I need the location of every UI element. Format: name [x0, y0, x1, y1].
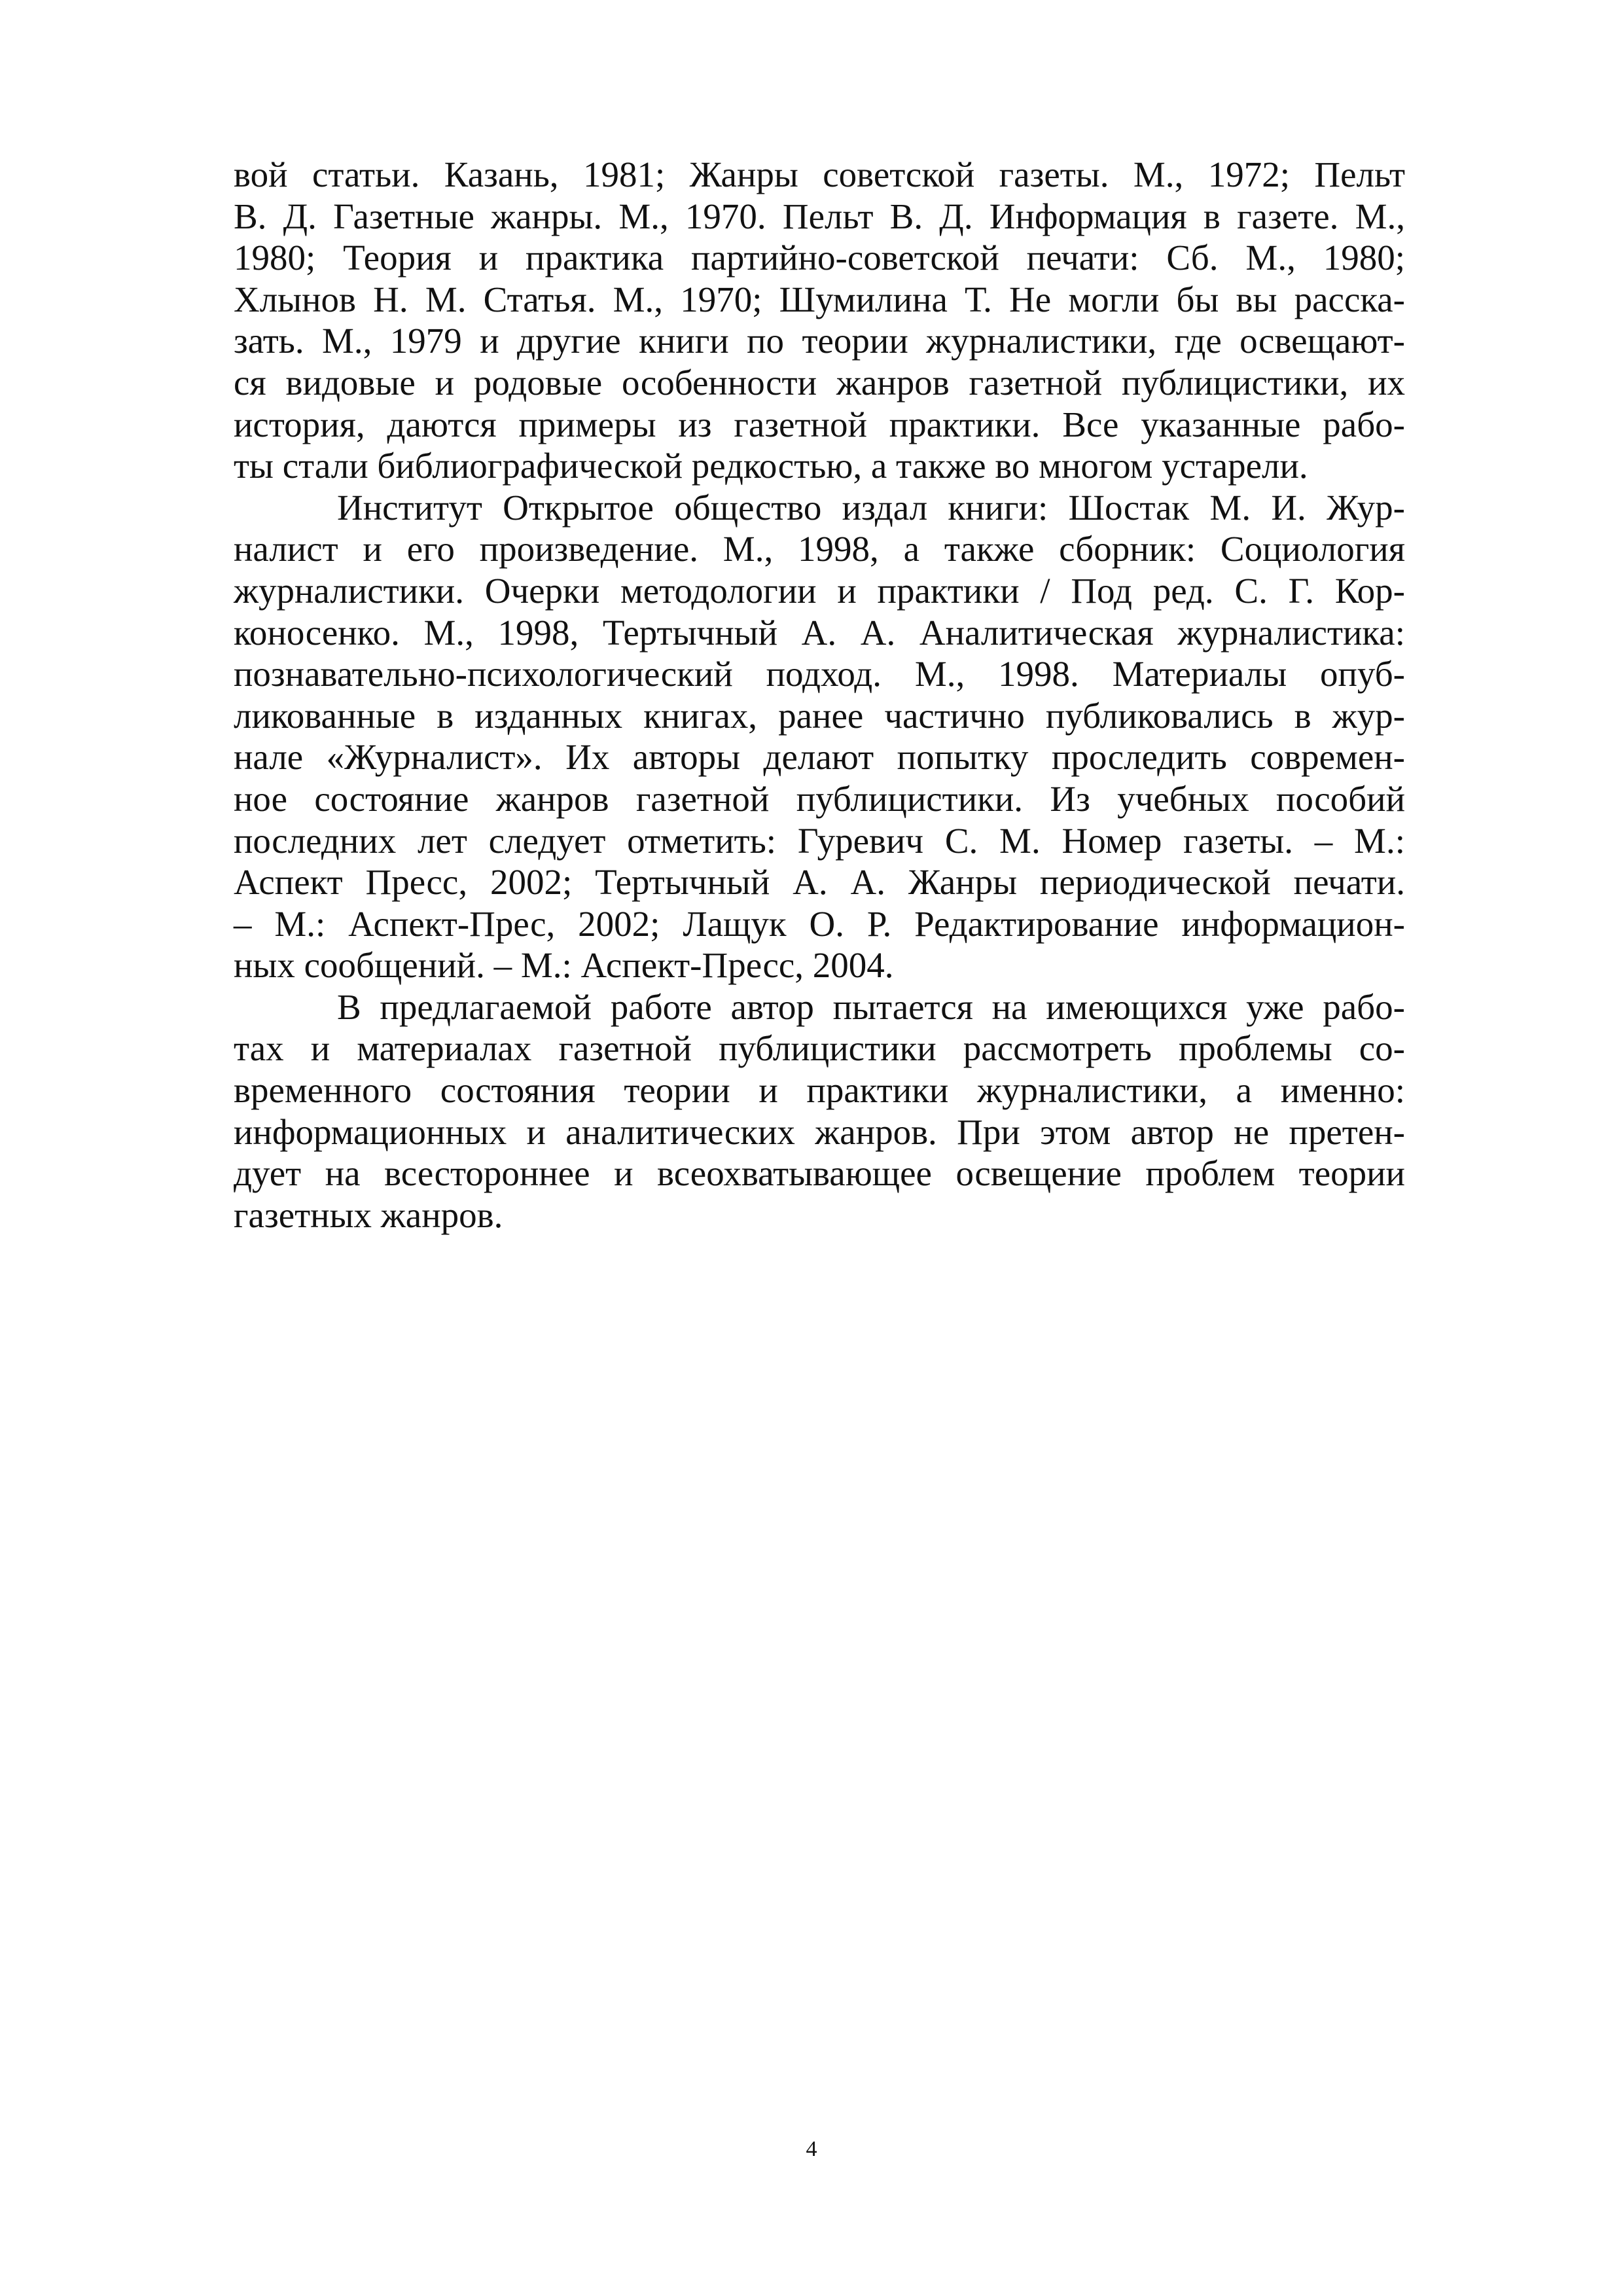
page-number: 4: [806, 2137, 817, 2161]
text-line: нале «Журналист». Их авторы делают попытку проследить современ-: [234, 737, 1405, 778]
text-line: В. Д. Газетные жанры. М., 1970. Пельт В. Д. Информация в газете. М.,: [234, 196, 1405, 236]
paragraph-1: [234, 154, 1405, 487]
text-line: Аспект Пресс, 2002; Тертычный А. А. Жанры периодической печати.: [234, 862, 1405, 903]
paragraph-3: [234, 986, 1405, 1236]
paragraph-2: [234, 487, 1405, 986]
text-line: ты стали библиографической редкостью, а также во многом устарели.: [234, 446, 1308, 486]
text-line: зать. М., 1979 и другие книги по теории журналистики, где освещают-: [234, 321, 1405, 361]
text-line: временного состояния теории и практики журналистики, а именно:: [234, 1070, 1405, 1111]
text-line: В предлагаемой работе автор пытается на имеющихся уже рабо-: [337, 986, 1405, 1027]
text-line: ся видовые и родовые особенности жанров газетной публицистики, их: [234, 362, 1405, 403]
text-line: Хлынов Н. М. Статья. М., 1970; Шумилина Т. Не могли бы вы расска-: [234, 279, 1405, 319]
text-line: ных сообщений. – М.: Аспект-Пресс, 2004.: [234, 945, 894, 986]
text-line: ное состояние жанров газетной публицистики. Из учебных пособий: [234, 778, 1405, 819]
text-line: дует на всестороннее и всеохватывающее освещение проблем теории: [234, 1153, 1405, 1194]
text-line: история, даются примеры из газетной практики. Все указанные рабо-: [234, 404, 1405, 444]
text-line: познавательно-психологический подход. М., 1998. Материалы опуб-: [234, 654, 1405, 694]
text-line: информационных и аналитических жанров. При этом автор не претен-: [234, 1111, 1405, 1152]
text-line: 1980; Теория и практика партийно-советской печати: Сб. М., 1980;: [234, 238, 1405, 278]
text-line: Институт Открытое общество издал книги: Шостак М. И. Жур-: [337, 487, 1405, 528]
text-line: налист и его произведение. М., 1998, а также сборник: Социология: [234, 529, 1405, 569]
text-line: вой статьи. Казань, 1981; Жанры советской газеты. М., 1972; Пельт: [234, 154, 1405, 194]
text-line: коносенко. М., 1998, Тертычный А. А. Аналитическая журналистика:: [234, 612, 1405, 653]
text-line: – М.: Аспект-Прес, 2002; Лащук О. Р. Редактирование информацион-: [234, 903, 1405, 944]
body-text: [234, 154, 1405, 1236]
text-line: тах и материалах газетной публицистики рассмотреть проблемы со-: [234, 1028, 1405, 1069]
text-line: ликованные в изданных книгах, ранее частично публиковались в жур-: [234, 695, 1405, 736]
text-line: последних лет следует отметить: Гуревич С. М. Номер газеты. – М.:: [234, 820, 1405, 861]
text-line: газетных жанров.: [234, 1194, 503, 1235]
text-line: журналистики. Очерки методологии и практики / Под ред. С. Г. Кор-: [234, 570, 1405, 611]
